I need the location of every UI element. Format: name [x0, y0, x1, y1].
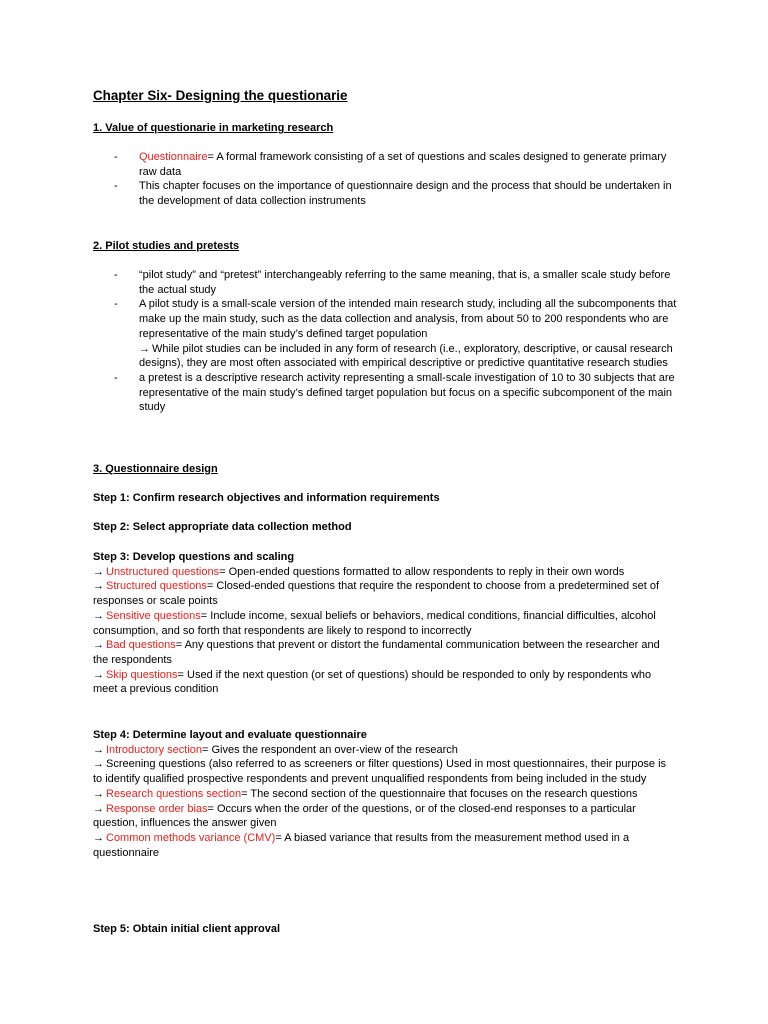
definition-text: = A formal framework consisting of a set of questions and scales designed to generate primary raw data — [139, 151, 667, 178]
term-structured-questions: Structured questions — [106, 580, 207, 593]
step-3-block — [93, 550, 678, 697]
definition-text: = The second section of the questionnaire that focuses on the research questions — [241, 787, 638, 800]
definition-text: = Occurs when the order of the questions, or of the closed-end responses to a particular question, influences the answer given — [93, 802, 636, 830]
definition-text: = Closed-ended questions that require the respondent to choose from a predetermined set of responses or scale points — [93, 580, 660, 608]
term-common-methods-variance: Common methods variance (CMV) — [106, 831, 276, 844]
list-item — [93, 268, 678, 297]
arrow-icon: → — [93, 831, 104, 844]
list-item — [93, 565, 678, 580]
list-item — [93, 609, 678, 638]
arrow-icon: → — [93, 565, 104, 578]
definition-text: = Any questions that prevent or distort the fundamental communication between the researcher and the respondents — [93, 639, 660, 666]
arrow-icon: → — [93, 580, 104, 593]
list-item — [93, 668, 678, 697]
list-item — [93, 638, 678, 667]
definition-text: = Used if the next question (or set of questions) should be responded to only by respondents who meet a previous condition — [93, 668, 652, 696]
term-questionnaire: Questionnaire — [139, 151, 208, 163]
term-introductory-section: Introductory section — [106, 743, 202, 756]
term-research-questions-section: Research questions section — [106, 787, 242, 800]
subnote-text: While pilot studies can be included in any form of research (i.e., exploratory, descriptive, or causal research designs), they are most often associated with empirical descriptive or predictive quantitative research studies — [139, 342, 673, 370]
definition-text: = A biased variance that results from the measurement method used in a questionnaire — [93, 831, 630, 859]
list-item — [93, 297, 678, 371]
step-4-heading: Step 4: Determine layout and evaluate questionnaire — [93, 729, 367, 741]
list-item — [93, 831, 678, 860]
list-item — [93, 787, 678, 802]
list-item — [93, 743, 678, 758]
arrow-icon: → — [93, 802, 104, 815]
item-text: “pilot study” and “pretest” interchangeably referring to the same meaning, that is, a smaller scale study before the actual study — [139, 269, 671, 296]
page-title: Chapter Six- Designing the questionarie — [93, 88, 348, 103]
item-text: Screening questions (also referred to as screeners or filter questions) Used in most questionnaires, their purpose is to identify qualified prospective respondents and prevent unqualified respondents from being included in the study — [93, 758, 667, 786]
definition-text: = Gives the respondent an over-view of the research — [202, 743, 458, 756]
term-response-order-bias: Response order bias — [106, 802, 208, 815]
arrow-icon: → — [93, 758, 104, 771]
item-text: This chapter focuses on the importance of questionnaire design and the process that should be undertaken in the development of data collection instruments — [139, 180, 672, 208]
section-3-heading: 3. Questionnaire design — [93, 463, 218, 475]
item-text: a pretest is a descriptive research activity representing a small-scale investigation of 10 to 30 subjects that are representative of the main study’s defined target population but focus on a specific subcomponent of the main study — [139, 371, 675, 414]
list-item — [93, 802, 678, 831]
step-1-heading: Step 1: Confirm research objectives and information requirements — [93, 492, 440, 504]
section-2-list — [93, 268, 678, 415]
definition-text: = Include income, sexual beliefs or behaviors, medical conditions, financial difficulties, alcohol consumption, and so forth that respondents are likely to respond to incorrectly — [93, 609, 656, 637]
definition-text: = Open-ended questions formatted to allow respondents to reply in their own words — [219, 565, 625, 578]
section-1-heading: 1. Value of questionarie in marketing research — [93, 122, 334, 134]
list-item — [93, 179, 678, 208]
arrow-icon: → — [93, 639, 104, 652]
term-bad-questions: Bad questions — [106, 639, 176, 652]
term-sensitive-questions: Sensitive questions — [106, 609, 201, 622]
section-1-list — [93, 150, 678, 209]
arrow-icon: → — [93, 609, 104, 622]
arrow-icon: → — [139, 342, 150, 355]
step-2-heading: Step 2: Select appropriate data collection method — [93, 521, 352, 533]
section-2-heading: 2. Pilot studies and pretests — [93, 240, 240, 252]
item-text: A pilot study is a small-scale version of the intended main research study, including all the subcomponents that make up the main study, such as the data collection and analysis, from about 50 to 200 respondents who are representative of the main study’s defined target population — [139, 298, 677, 340]
term-unstructured-questions: Unstructured questions — [106, 565, 220, 578]
step-3-heading: Step 3: Develop questions and scaling — [93, 551, 295, 563]
arrow-icon: → — [93, 787, 104, 800]
list-item — [93, 757, 678, 786]
step-4-block — [93, 728, 678, 860]
arrow-icon: → — [93, 743, 104, 756]
arrow-icon: → — [93, 668, 104, 681]
list-item — [93, 579, 678, 608]
list-item — [93, 150, 678, 179]
list-item — [93, 371, 678, 415]
step-5-heading: Step 5: Obtain initial client approval — [93, 923, 281, 935]
term-skip-questions: Skip questions — [106, 668, 178, 681]
